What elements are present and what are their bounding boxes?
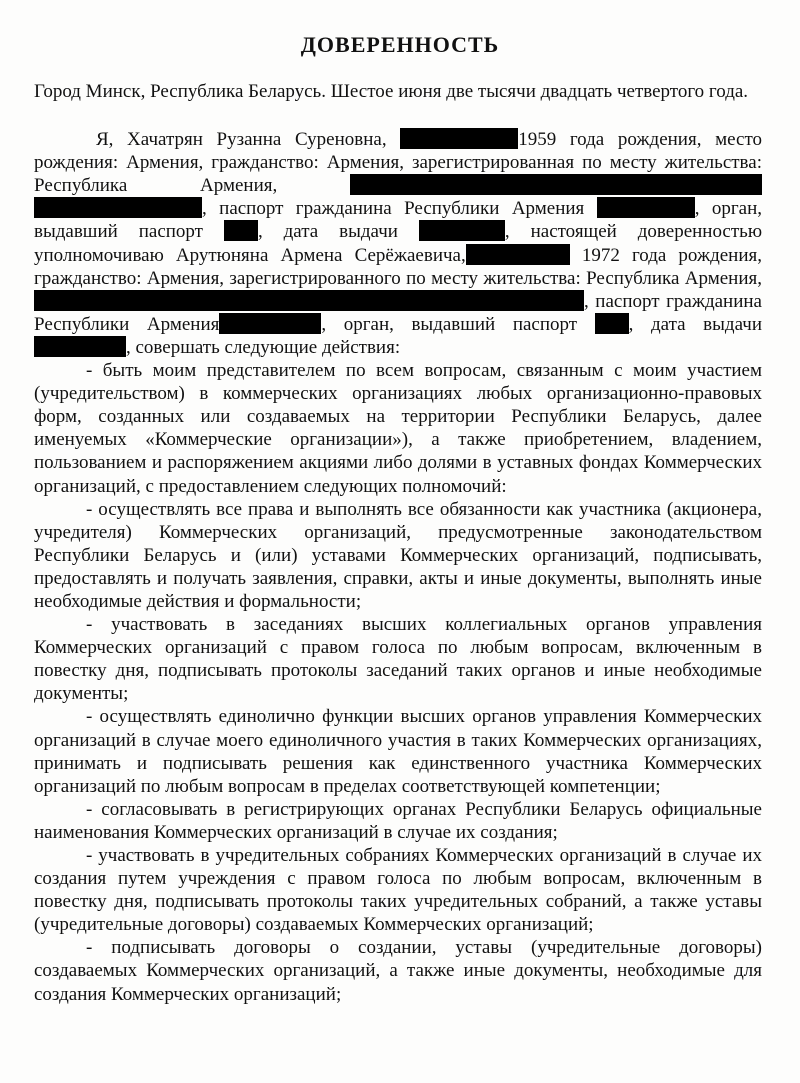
intro-text-4: , орган, выдавший паспорт — [34, 198, 762, 243]
redaction-passport-issuer — [224, 220, 258, 241]
power-item: - участвовать в учредительных собраниях Коммерческих организаций в случае их создания путем учреждения с правом голоса по любым вопросам, включенным в повестку дня, подписывать протоколы таких учредительных собраний, а также уставы (учредительные договоры) создаваемых Коммерческих организаций; — [34, 845, 762, 936]
redaction-agent-address — [34, 290, 584, 311]
power-item: - осуществлять все права и выполнять все обязанности как участника (акционера, учредителя) Коммерческих организаций, предусмотренные законодательством Республики Беларусь и (или) уставами Коммерческих организаций, подписывать, предоставлять и получать заявления, справки, акты и иные документы, выполнять иные необходимые действия и формальности; — [34, 498, 762, 612]
redaction-agent-issue-date — [34, 336, 126, 357]
intro-text-1: Я, Хачатрян Рузанна Суреновна, — [96, 129, 387, 151]
intro-text-10: , дата выдачи — [628, 313, 762, 335]
intro-text-11: , совершать следующие действия: — [126, 336, 401, 358]
power-item: - осуществлять единолично функции высших органов управления Коммерческих организаций в случае моего единоличного участия в таких Коммерческих организациях, принимать и подписывать решения как единственного участника Коммерческих организаций по любым вопросам в пределах соответствующей компетенции; — [34, 706, 762, 797]
intro-paragraph — [34, 128, 762, 359]
intro-text-6: , настоящей доверенностью уполномочиваю Арутюняна Армена Серёжаевича, — [34, 221, 763, 266]
redaction-passport-number — [597, 197, 695, 218]
intro-text-3: , паспорт гражданина Республики Армения — [202, 198, 585, 220]
power-item: - быть моим представителем по всем вопросам, связанным с моим участием (учредительством) в коммерческих организациях любых организационно-правовых форм, созданных или создаваемых на территории Республики Беларусь, далее именуемых «Коммерческие организации»), а также приобретением, владением, пользованием и распоряжением акциями либо долями в уставных фондах Коммерческих организаций, с предоставлением следующих полномочий: — [34, 360, 762, 497]
redaction-issue-date — [419, 220, 505, 241]
document-body — [34, 80, 762, 1006]
power-item: - подписывать договоры о создании, уставы (учредительные договоры) создаваемых Коммерческих организаций, а также иные документы, необходимые для создания Коммерческих организаций; — [34, 937, 762, 1005]
intro-text-2: 1959 года рождения, место рождения: Армения, гражданство: Армения, зарегистрированная по месту жительства: Республика Армения, — [34, 129, 763, 197]
redaction-address-cont — [34, 197, 202, 218]
intro-text-8: , паспорт гражданина Республики Армения — [34, 290, 762, 335]
document-title: ДОВЕРЕННОСТЬ — [300, 32, 500, 57]
redaction-address — [350, 174, 762, 195]
redaction-birth-date — [400, 128, 518, 149]
power-item: - участвовать в заседаниях высших коллегиальных органов управления Коммерческих организаций с правом голоса по любым вопросам, включенным в повестку дня, подписывать протоколы заседаний таких органов и иные необходимые документы; — [34, 614, 762, 705]
intro-text-7: 1972 года рождения, гражданство: Армения, зарегистрированного по месту жительства: Республика Армения, — [34, 244, 763, 289]
redaction-agent-passport-number — [219, 313, 321, 334]
power-item: - согласовывать в регистрирующих органах Республики Беларусь официальные наименования Коммерческих организаций в случае их создания; — [34, 798, 762, 843]
place-date-line: Город Минск, Республика Беларусь. Шестое июня две тысячи двадцать четвертого года. — [34, 81, 749, 102]
redaction-agent-passport-issuer — [595, 313, 629, 334]
intro-text-9: , орган, выдавший паспорт — [321, 313, 578, 335]
redaction-agent-birth-date — [466, 244, 570, 265]
intro-text-5: , дата выдачи — [257, 221, 398, 243]
